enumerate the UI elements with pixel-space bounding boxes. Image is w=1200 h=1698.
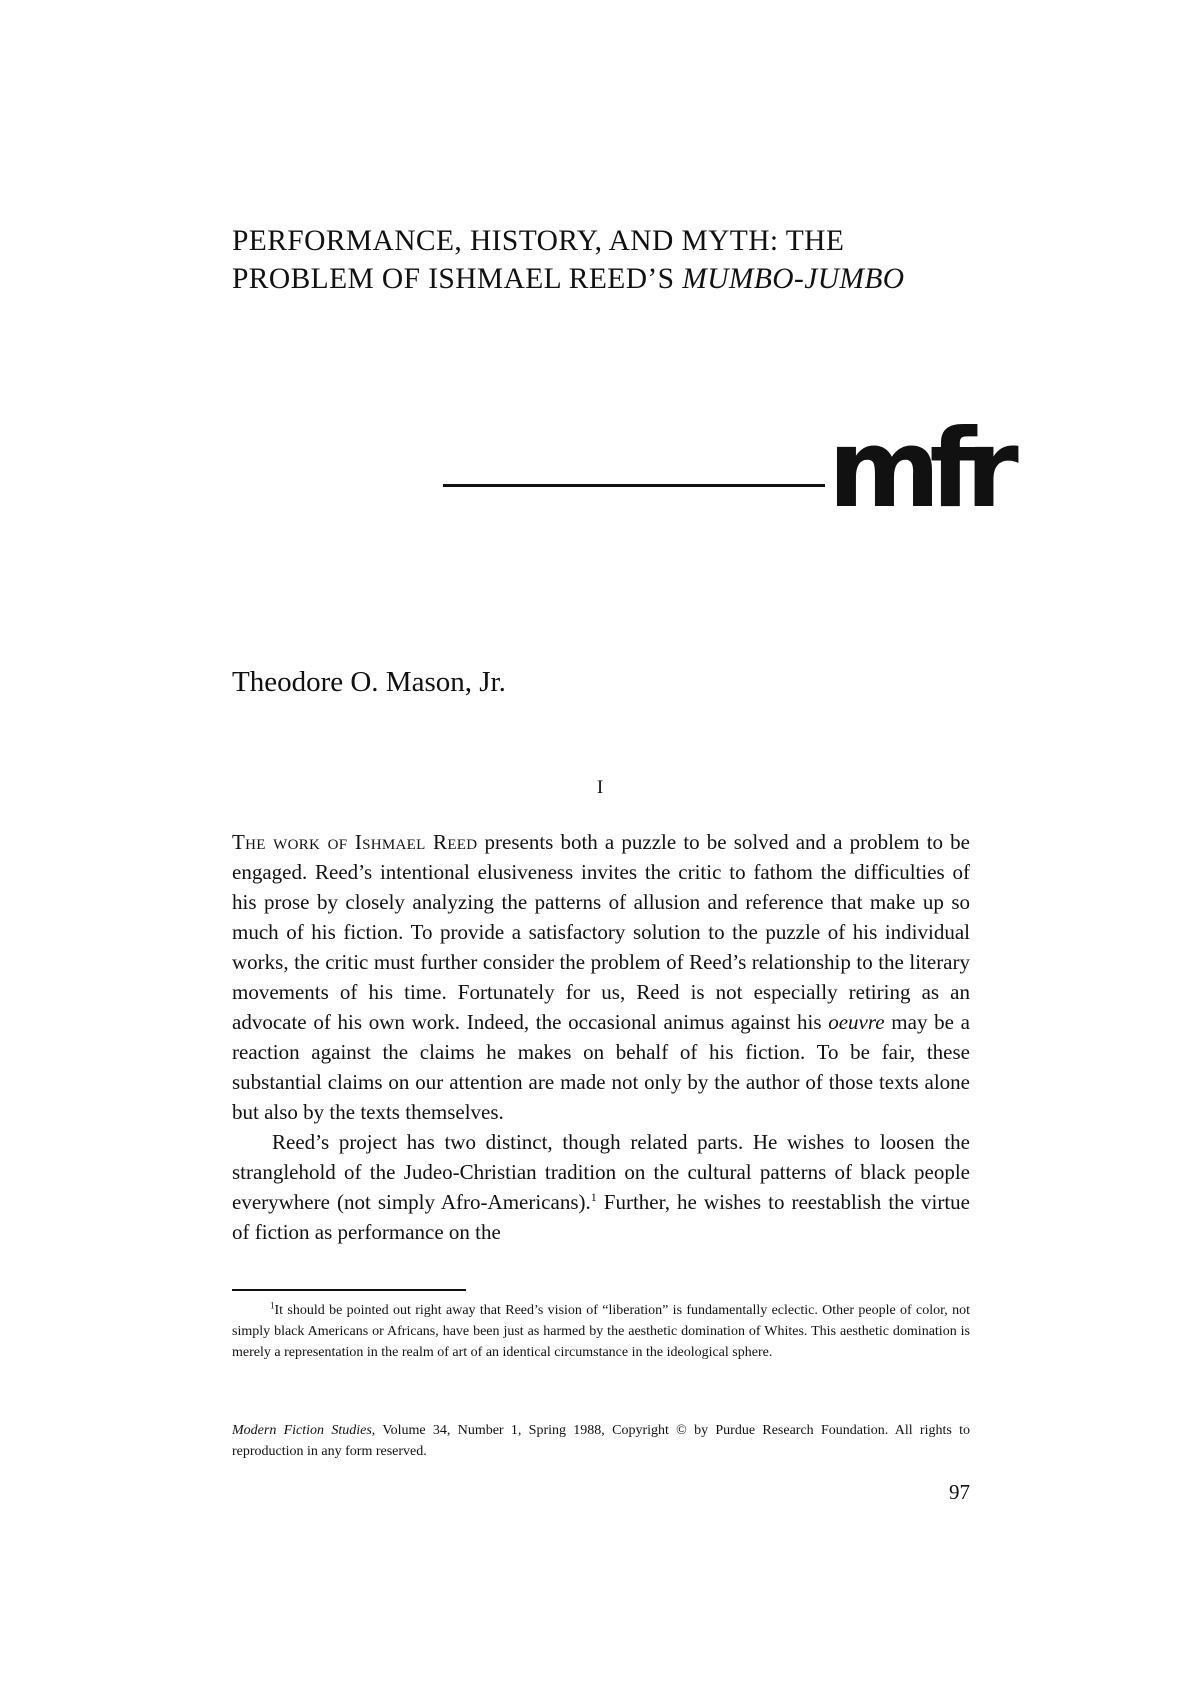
paragraph-2 (232, 1127, 970, 1247)
section-number: I (596, 777, 604, 798)
journal-citation (232, 1420, 970, 1462)
page-number: 97 (949, 1480, 970, 1504)
paragraph-1-text-b: may be a reaction against the claims he makes on behalf of his fiction. To be fair, these substantial claims on our attention are made not only by the author of those texts alone but also by the texts themselves. (232, 1010, 970, 1124)
footnote (232, 1300, 970, 1363)
emphasis-oeuvre: oeuvre (828, 1010, 885, 1034)
paragraph-1-text-a: presents both a puzzle to be solved and a problem to be engaged. Reed’s intentional elusiveness invites the critic to fathom the difficulties of his prose by closely analyzing the patterns of allusion and reference that make up so much of his fiction. To provide a satisfactory solution to the puzzle of his individual works, the critic must further consider the problem of Reed’s relationship to the literary movements of his time. Fortunately for us, Reed is not especially retiring as an advocate of his own work. Indeed, the occasional animus against his (232, 830, 971, 1034)
paragraph-lead-in: The work of Ishmael Reed (232, 830, 478, 854)
paragraph-1 (232, 827, 970, 1127)
article-title-line-1: PERFORMANCE, HISTORY, AND MYTH: THE (232, 225, 845, 257)
paragraph-2-text-b: Further, he wishes to reestablish the virtue of fiction as performance on the (232, 1190, 970, 1244)
journal-logo: mfr (828, 407, 1008, 532)
body-text (232, 827, 970, 1247)
paragraph-2-text-a: Reed’s project has two distinct, though related parts. He wishes to loosen the stranglehold of the Judeo-Christian tradition on the cultural patterns of black people everywhere (not simply Afro-Americans). (232, 1130, 970, 1214)
footnote-text: It should be pointed out right away that Reed’s vision of “liberation” is fundamentally eclectic. Other people of color, not simply black Americans or Africans, have been just as harmed by the aesthetic domination of Whites. This aesthetic domination is merely a representation in the realm of art of an identical circumstance in the ideological sphere. (232, 1303, 970, 1360)
logo-rule (443, 484, 825, 487)
author-name: Theodore O. Mason, Jr. (232, 666, 506, 698)
article-title (232, 222, 1032, 298)
journal-name: Modern Fiction Studies (232, 1423, 372, 1438)
footnote-marker: 1 (270, 1300, 275, 1311)
footnote-reference[interactable]: 1 (590, 1190, 597, 1204)
novel-title: MUMBO-JUMBO (682, 263, 905, 295)
journal-details: , Volume 34, Number 1, Spring 1988, Copyright © by Purdue Research Foundation. All rights to reproduction in any form reserved. (232, 1423, 970, 1459)
footnote-rule (232, 1289, 466, 1291)
article-title-line-2: PROBLEM OF ISHMAEL REED’S (232, 263, 683, 295)
